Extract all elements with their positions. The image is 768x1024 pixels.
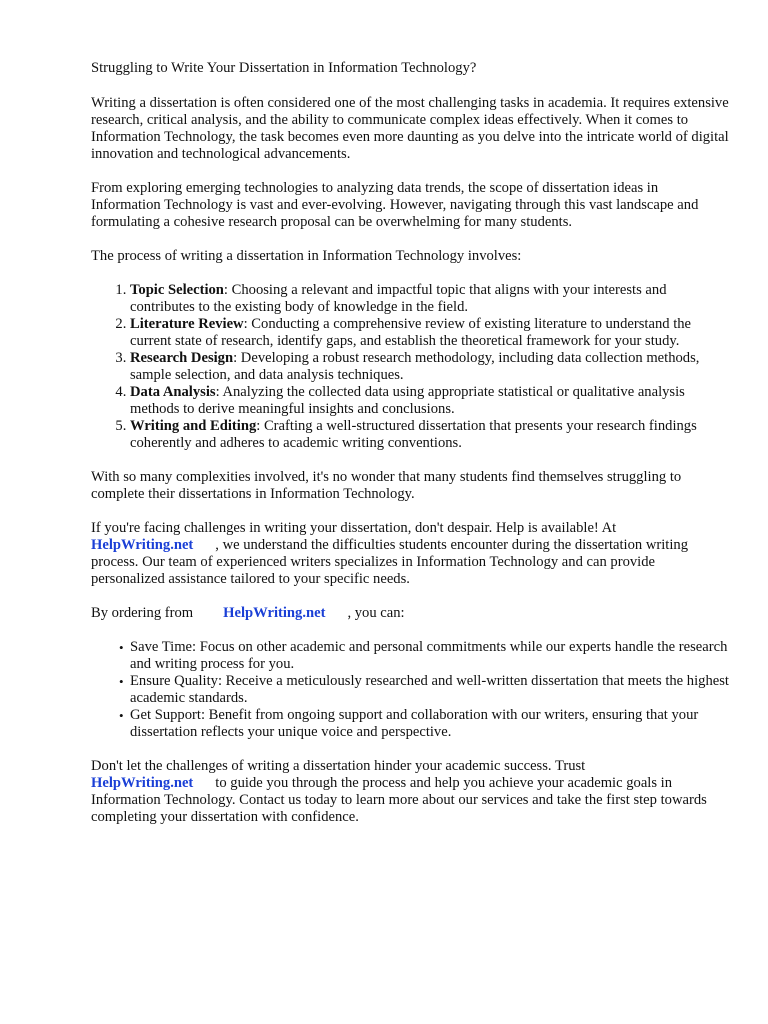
bullet-icon: • bbox=[119, 640, 124, 655]
list-item bbox=[119, 673, 731, 707]
intro-paragraph: Writing a dissertation is often considered one of the most challenging tasks in academia. It requires extensive research, critical analysis, and the ability to communicate complex ideas effectively. When it comes to Information Technology, the task becomes even more daunting as you delve into the intricate world of digital innovation and technological advancements. bbox=[91, 95, 729, 162]
list-item bbox=[119, 707, 731, 741]
process-steps-list bbox=[91, 282, 731, 452]
step-term: Literature Review bbox=[130, 316, 244, 332]
step-text: : Conducting a comprehensive review of existing literature to understand the current state of research, identify gaps, and establish the theoretical framework for your study. bbox=[130, 316, 692, 349]
step-text: : Developing a robust research methodology, including data collection methods, sample selection, and data analysis techniques. bbox=[130, 350, 700, 383]
step-term: Research Design bbox=[130, 350, 234, 366]
closing-text-before: Don't let the challenges of writing a dissertation hinder your academic success. Trust bbox=[91, 758, 586, 774]
list-item bbox=[130, 282, 731, 316]
benefit-text: Ensure Quality: Receive a meticulously researched and well-written dissertation that meets the highest academic standards. bbox=[130, 673, 729, 706]
benefit-text: Save Time: Focus on other academic and personal commitments while our experts handle the research and writing process for you. bbox=[130, 639, 728, 672]
helpwriting-link[interactable]: HelpWriting.net bbox=[91, 537, 194, 553]
order-paragraph bbox=[91, 605, 731, 622]
order-text-before: By ordering from bbox=[91, 605, 194, 621]
bullet-icon: • bbox=[119, 708, 124, 723]
benefit-text: Get Support: Benefit from ongoing support and collaboration with our writers, ensuring that your dissertation reflects your unique voice and perspective. bbox=[130, 707, 699, 740]
list-item bbox=[130, 350, 731, 384]
complexity-paragraph: With so many complexities involved, it's no wonder that many students find themselves struggling to complete their dissertations in Information Technology. bbox=[91, 469, 682, 502]
step-text: : Choosing a relevant and impactful topic that aligns with your interests and contributes to the existing body of knowledge in the field. bbox=[130, 282, 667, 315]
help-paragraph bbox=[91, 520, 731, 588]
closing-paragraph bbox=[91, 758, 731, 826]
list-item bbox=[130, 316, 731, 350]
helpwriting-link[interactable]: HelpWriting.net bbox=[223, 605, 326, 621]
step-term: Writing and Editing bbox=[130, 418, 257, 434]
order-text-after: , you can: bbox=[347, 605, 405, 621]
helpwriting-link[interactable]: HelpWriting.net bbox=[91, 775, 194, 791]
step-text: : Crafting a well-structured dissertation that presents your research findings coherently and adheres to academic writing conventions. bbox=[130, 418, 697, 451]
step-term: Data Analysis bbox=[130, 384, 216, 400]
bullet-icon: • bbox=[119, 674, 124, 689]
document-body bbox=[91, 60, 731, 843]
step-term: Topic Selection bbox=[130, 282, 224, 298]
list-item bbox=[119, 639, 731, 673]
process-intro: The process of writing a dissertation in Information Technology involves: bbox=[91, 248, 522, 264]
scope-paragraph: From exploring emerging technologies to analyzing data trends, the scope of dissertation ideas in Information Technology is vast and ever-evolving. However, navigating through this vast landscape and formulating a cohesive research proposal can be overwhelming for many students. bbox=[91, 180, 699, 230]
help-text-before: If you're facing challenges in writing your dissertation, don't despair. Help is available! At bbox=[91, 520, 617, 536]
step-text: : Analyzing the collected data using appropriate statistical or qualitative analysis methods to derive meaningful insights and conclusions. bbox=[130, 384, 685, 417]
benefits-list bbox=[91, 639, 731, 741]
document-title: Struggling to Write Your Dissertation in Information Technology? bbox=[91, 60, 477, 76]
closing-text-after: to guide you through the process and help you achieve your academic goals in Information Technology. Contact us today to learn more about our services and take the first step towards completing your dissertation with confidence. bbox=[91, 775, 707, 825]
help-text-after: , we understand the difficulties students encounter during the dissertation writing process. Our team of experienced writers specializes in Information Technology and can provide personalized assistance tailored to your specific needs. bbox=[91, 537, 689, 587]
list-item bbox=[130, 418, 731, 452]
list-item bbox=[130, 384, 731, 418]
